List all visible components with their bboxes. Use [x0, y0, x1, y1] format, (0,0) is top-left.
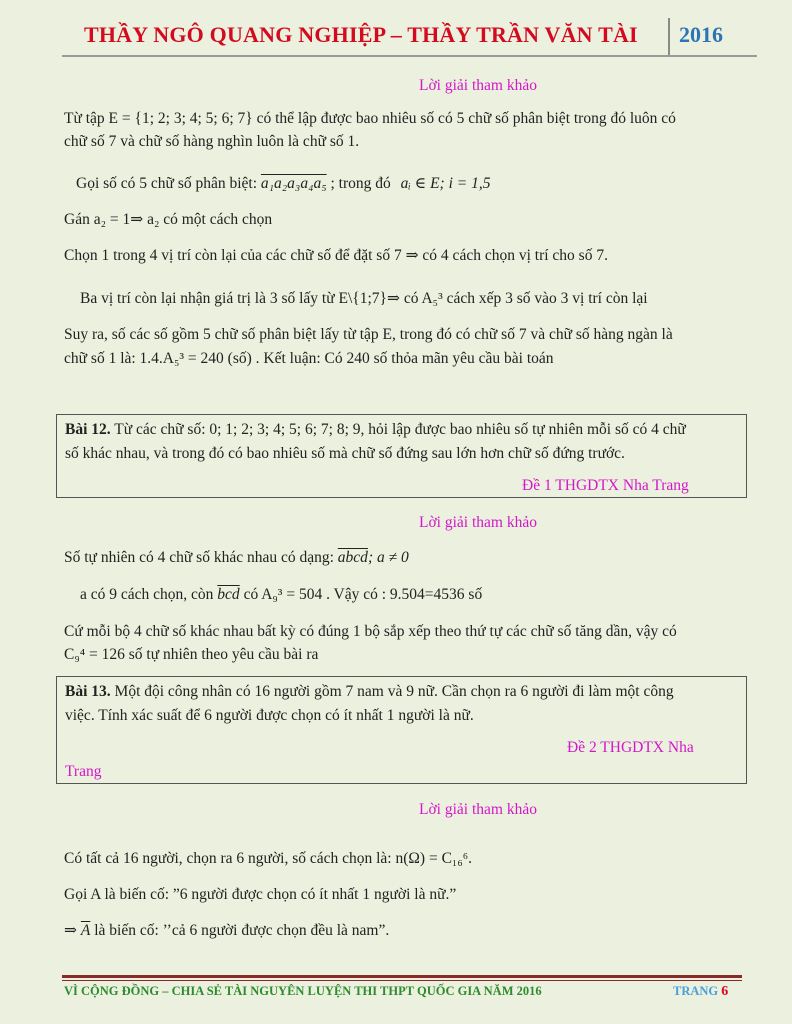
problem-statement: việc. Tính xác suất để 6 người được chọn có ít nhất 1 người là nữ. — [65, 707, 474, 724]
problem-source: Trang — [65, 763, 102, 780]
problem-statement: số khác nhau, và trong đó có bao nhiêu số mà chữ số đứng sau lớn hơn chữ số đứng trước. — [65, 445, 625, 462]
text: Gọi số có 5 chữ số phân biệt: — [76, 175, 258, 192]
problem-statement — [65, 418, 686, 442]
implies-symbol: ⇒ — [64, 922, 77, 939]
text: có A₉³ = 504 . Vậy có : 9.504=4536 số — [243, 586, 483, 603]
paragraph: Có tất cả 16 người, chọn ra 6 người, số cách chọn là: n(Ω) = C₁₆⁶. — [64, 850, 472, 867]
solution-title: Lời giải tham khảo — [419, 801, 537, 818]
text: Số tự nhiên có 4 chữ số khác nhau có dạng: — [64, 549, 334, 566]
math-number: $\overline{bcd}$ — [217, 586, 240, 603]
paragraph: Suy ra, số các số gồm 5 chữ số phân biệt lấy từ tập E, trong đó có chữ số 7 và chữ số hàng ngàn là — [64, 326, 673, 343]
header-separator — [668, 18, 670, 56]
math-number: a₁a₂a₃a₄a₅ — [260, 175, 327, 192]
paragraph: Cứ mỗi bộ 4 chữ số khác nhau bất kỳ có đúng 1 bộ sắp xếp theo thứ tự các chữ số tăng dần, vậy có — [64, 623, 677, 640]
problem-source: Đề 2 THGDTX Nha — [567, 739, 694, 756]
paragraph — [80, 583, 756, 607]
solution-title: Lời giải tham khảo — [419, 514, 537, 531]
problem-label: Bài 12. — [65, 421, 111, 438]
problem-statement — [65, 680, 674, 704]
page-number-value: 6 — [721, 984, 729, 999]
text: Từ các chữ số: 0; 1; 2; 3; 4; 5; 6; 7; 8; 9, hỏi lập được bao nhiêu số tự nhiên mỗi số có 4 chữ — [110, 421, 686, 438]
solution-title: Lời giải tham khảo — [419, 77, 537, 94]
problem-label: Bài 13. — [65, 683, 111, 700]
paragraph — [64, 919, 740, 943]
paragraph: Gọi A là biến cố: ”6 người được chọn có ít nhất 1 người là nữ.” — [64, 886, 457, 903]
footer-rule — [62, 980, 742, 981]
problem-box — [56, 414, 747, 498]
text: ; trong đó — [330, 175, 391, 192]
page-label: TRANG — [673, 984, 719, 998]
paragraph: Gán a₂ = 1⇒ a₂ có một cách chọn — [64, 211, 273, 228]
math-condition: aᵢ ∈ E; i = 1,5 — [400, 175, 491, 192]
header-year: 2016 — [679, 22, 723, 47]
math-number: abcd — [337, 549, 368, 566]
paragraph: Ba vị trí còn lại nhận giá trị là 3 số lấy từ E\{1;7}⇒ có A₅³ cách xếp 3 số vào 3 vị trí còn lại — [80, 290, 648, 307]
page-number — [673, 984, 728, 1000]
header-title: THẦY NGÔ QUANG NGHIỆP – THẦY TRẦN VĂN TÀI — [84, 22, 638, 47]
paragraph: chữ số 1 là: 1.4.A₅³ = 240 (số) . Kết luận: Có 240 số thỏa mãn yêu cầu bài toán — [64, 350, 554, 367]
header-rule — [62, 55, 757, 57]
paragraph: Chọn 1 trong 4 vị trí còn lại của các chữ số để đặt số 7 ⇒ có 4 cách chọn vị trí cho số 7. — [64, 247, 608, 264]
text: là biến cố: ’’cả 6 người được chọn đều là nam”. — [90, 922, 390, 939]
footer-rule — [62, 975, 742, 978]
text: Một đội công nhân có 16 người gồm 7 nam và 9 nữ. Cần chọn ra 6 người đi làm một công — [110, 683, 674, 700]
paragraph — [64, 546, 740, 570]
math-variable: $\overline{A}$ — [80, 922, 91, 939]
problem-source: Đề 1 THGDTX Nha Trang — [522, 477, 689, 494]
paragraph: Từ tập E = {1; 2; 3; 4; 5; 6; 7} có thể lập được bao nhiêu số có 5 chữ số phân biệt trong đó luôn có — [64, 110, 676, 127]
paragraph: C₉⁴ = 126 số tự nhiên theo yêu cầu bài ra — [64, 646, 319, 663]
text: a có 9 cách chọn, còn — [80, 586, 214, 603]
paragraph: chữ số 7 và chữ số hàng nghìn luôn là chữ số 1. — [64, 133, 360, 150]
problem-box — [56, 676, 747, 784]
footer-text: VÌ CỘNG ĐỒNG – CHIA SẺ TÀI NGUYÊN LUYỆN THI THPT QUỐC GIA NĂM 2016 — [64, 984, 542, 998]
paragraph — [76, 172, 752, 196]
math-condition: ; a ≠ 0 — [367, 549, 409, 566]
